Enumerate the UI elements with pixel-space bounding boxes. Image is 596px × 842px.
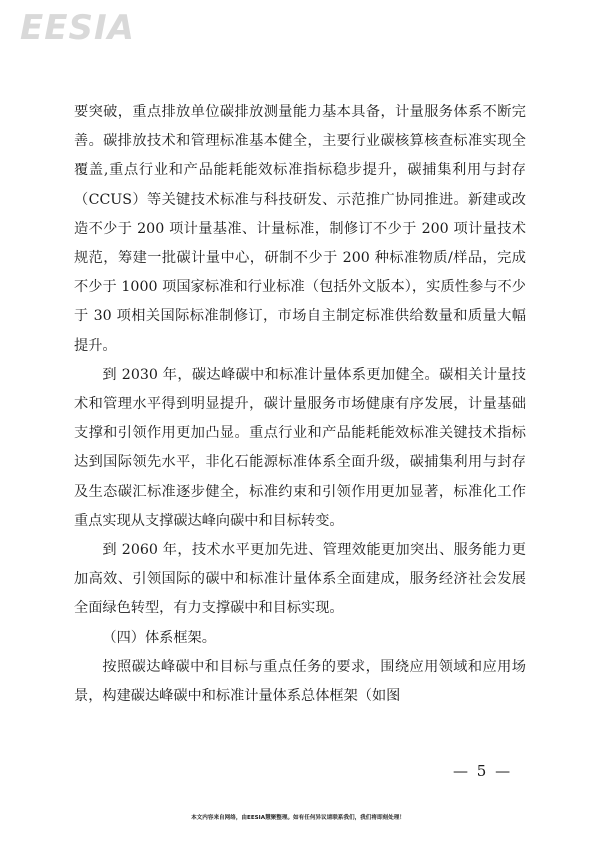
paragraph-framework: 按照碳达峰碳中和目标与重点任务的要求，围绕应用领域和应用场景，构建碳达峰碳中和标准计量体系总体框架（如图 xyxy=(74,658,526,705)
document-body xyxy=(74,98,526,711)
paragraph-continued: 要突破，重点排放单位碳排放测量能力基本具备，计量服务体系不断完善。碳排放技术和管理标准基本健全，主要行业碳核算核查标准实现全覆盖,重点行业和产品能耗能效标准指标稳步提升，碳捕集利用与封存（CCUS）等关键技术标准与科技研发、示范推广协同推进。新建或改造不少于 200 项计量基准、计量标准，制修订不少于 200 项计量技术规范，筹建一批碳计量中心，研制不少于 200 种标准物质/样品，完成不少于 1000 项国家标准和行业标准（包括外文版本），实质性参与不少于 30 项相关国际标准制修订，市场自主制定标准供给数量和质量大幅提升。 xyxy=(74,104,526,354)
section-heading: （四）体系框架。 xyxy=(102,629,216,646)
eesia-logo: EESIA xyxy=(20,8,135,48)
paragraph-2060: 到 2060 年，技术水平更加先进、管理效能更加突出、服务能力更加高效、引领国际的碳中和标准计量体系全面建成，服务经济社会发展全面绿色转型，有力支撑碳中和目标实现。 xyxy=(74,542,526,617)
page-number: — 5 — xyxy=(453,762,513,780)
paragraph-2030: 到 2030 年，碳达峰碳中和标准计量体系更加健全。碳相关计量技术和管理水平得到明显提升，碳计量服务市场健康有序发展，计量基础支撑和引领作用更加凸显。重点行业和产品能耗能效标准关键技术指标达到国际领先水平，非化石能源标准体系全面升级，碳捕集利用与封存及生态碳汇标准逐步健全，标准约束和引领作用更加显著，标准化工作重点实现从支撑碳达峰向碳中和目标转变。 xyxy=(74,366,526,529)
footer-disclaimer: 本文内容来自网络，由EESIA慧聚整理。如有任何异议请联系我们，我们将即刻处理！ xyxy=(191,815,405,821)
